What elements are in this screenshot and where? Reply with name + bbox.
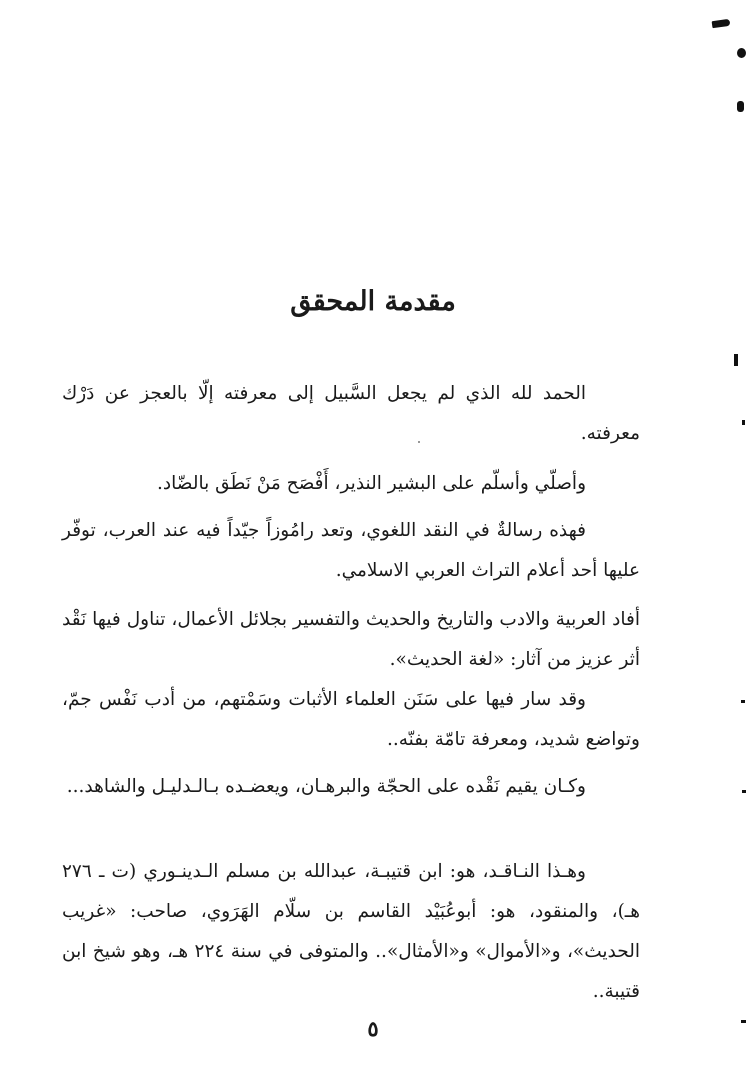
scan-mark bbox=[737, 48, 746, 58]
paragraph-blessing: وأصلّي وأسلّم على البشير النذير، أَفْصَح مَنْ نَطَق بالضّاد. bbox=[157, 473, 586, 494]
scan-mark bbox=[742, 420, 745, 425]
paragraph-contributions: أفاد العربية والادب والتاريخ والحديث والتفسير بجلائل الأعمال، تناول فيها نَقْد أثر عزيز من آثار: «لغة الحديث». bbox=[62, 609, 640, 670]
page-number: ٥ bbox=[367, 1016, 379, 1041]
paragraph-argument: وكـان يقيم نَقْده على الحجّة والبرهـان، ويعضـده بـالـدليـل والشاهد... bbox=[66, 776, 586, 797]
scan-mark bbox=[712, 19, 731, 28]
scan-mark bbox=[742, 790, 746, 793]
paragraph-critic: وهـذا النـاقـد، هو: ابن قتيبـة، عبدالله بن مسلم الـدينـوري (ت ـ ٢٧٦ هـ)، والمنقود، هو: أبوعُبَيْد القاسم بن سلّام الهَرَوي، صاحب: «غريب الحديث»، و«الأموال» و«الأمثال».. والمتوفى في سنة ٢٢٤ هـ، وهو شيخ ابن قتيبة.. bbox=[62, 861, 640, 1002]
page-title: مقدمة المحقق bbox=[290, 286, 456, 317]
paragraph-praise: الحمد لله الذي لم يجعل السَّبيل إلى معرفته إلّا بالعجز عن دَرْك معرفته. bbox=[62, 383, 640, 444]
scan-mark bbox=[741, 700, 745, 703]
scan-mark bbox=[734, 354, 738, 366]
paragraph-method: وقد سار فيها على سَنَن العلماء الأثبات وسَمْتهم، من أدب نَفْس جمّ، وتواضع شديد، ومعرفة تامّة بفنّه.. bbox=[62, 689, 640, 750]
scan-mark bbox=[737, 101, 744, 112]
paragraph-treatise: فهذه رسالةٌ في النقد اللغوي، وتعد رامُوزاً جيّداً فيه عند العرب، توفّر عليها أحد أعلام التراث العربي الاسلامي. bbox=[62, 520, 640, 581]
